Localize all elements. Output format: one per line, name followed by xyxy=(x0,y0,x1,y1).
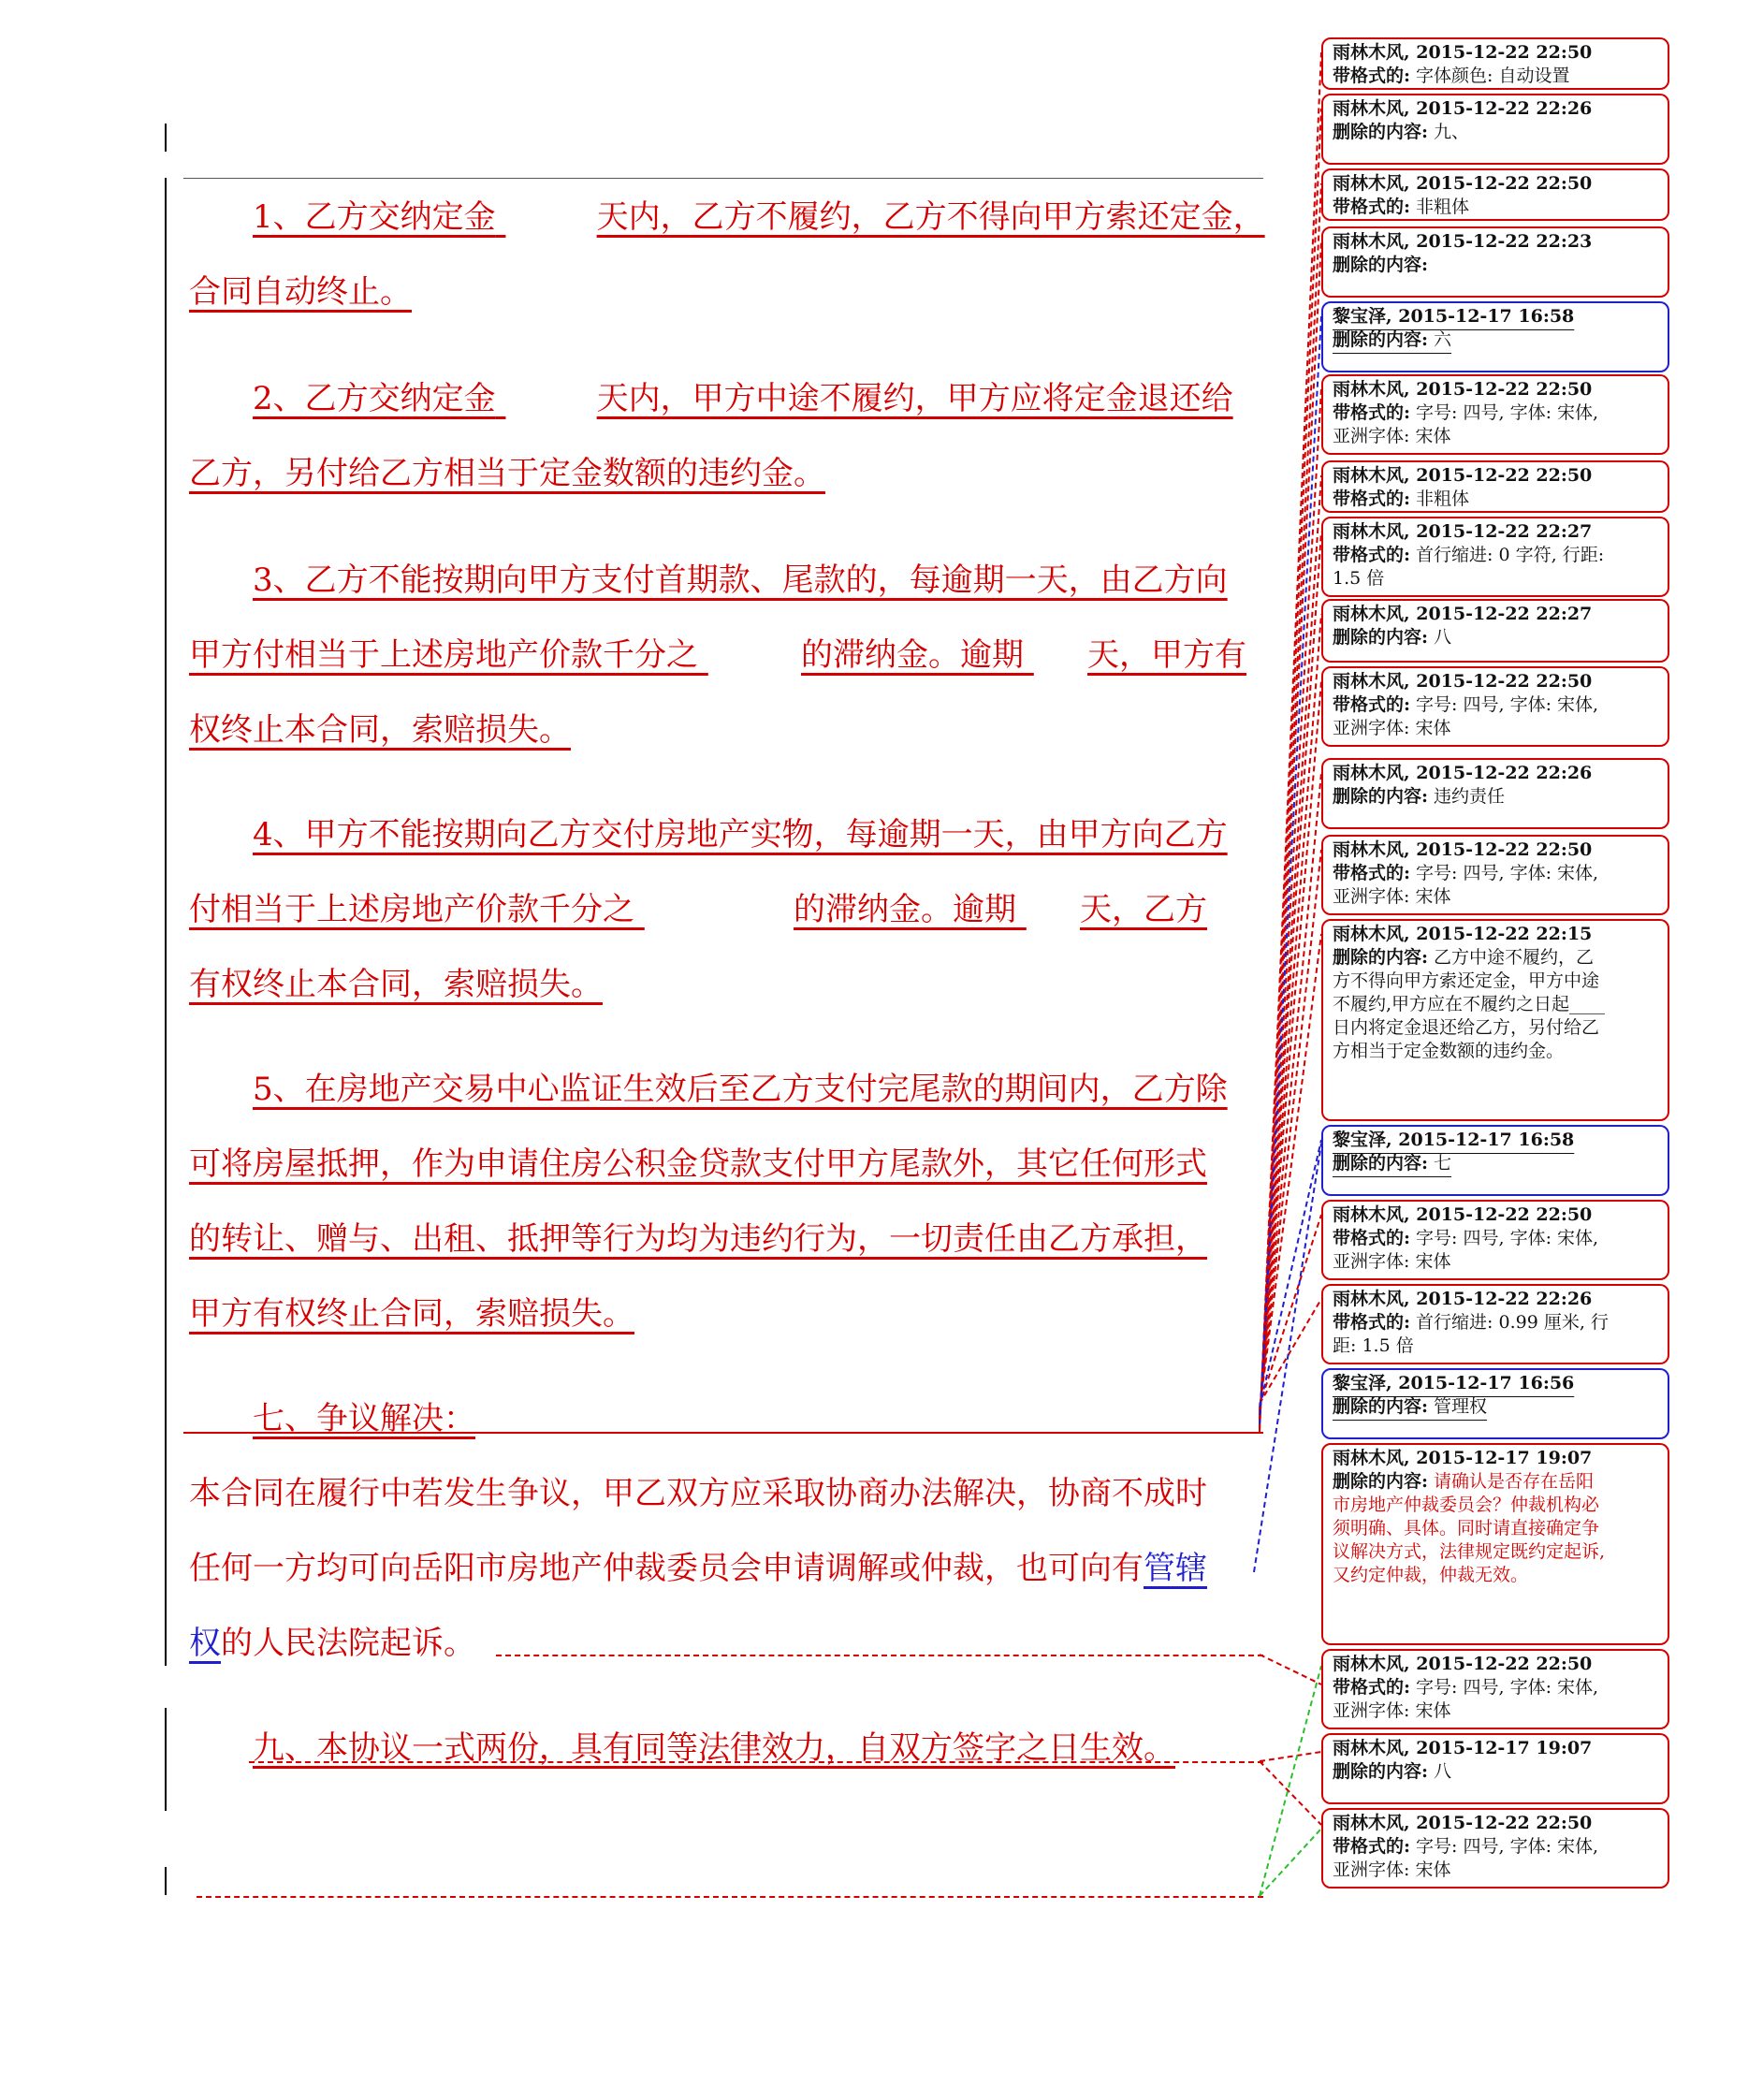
comment-label: 带格式的: xyxy=(1333,1228,1411,1248)
text-run: 本合同在履行中若发生争议，甲乙双方应采取协商办法解决，协商不成时 xyxy=(189,1475,1207,1512)
connector-line xyxy=(1260,241,1321,1426)
connector-line xyxy=(1260,52,1321,1432)
comment-text: 首行缩进: 0 字符, 行距: xyxy=(1410,545,1605,565)
text-run: 可将房屋抵押，作为申请住房公积金贷款支付甲方尾款外，其它任何形式 xyxy=(189,1145,1207,1183)
comment-balloon[interactable] xyxy=(1321,1284,1669,1364)
comment-author-time: 黎宝泽, 2015-12-17 16:56 xyxy=(1333,1373,1575,1393)
connector-line xyxy=(1260,1140,1321,1407)
comment-text: 九、 xyxy=(1428,122,1470,142)
change-line xyxy=(496,1655,1263,1656)
connector-line xyxy=(1260,934,1321,1409)
text-run: 5、在房地产交易中心监证生效后至乙方支付完尾款的期间内，乙方除 xyxy=(253,1071,1228,1108)
comment-text: 非粗体 xyxy=(1410,489,1470,509)
text-run: 天，甲方有 xyxy=(1087,636,1246,674)
comment-label: 删除的内容: xyxy=(1333,947,1429,968)
comment-balloon[interactable] xyxy=(1321,374,1669,455)
comment-author-time: 雨林木风, 2015-12-22 22:27 xyxy=(1333,521,1593,542)
comment-balloon[interactable] xyxy=(1321,835,1669,915)
comment-label: 带格式的: xyxy=(1333,1677,1411,1698)
comment-balloon[interactable] xyxy=(1321,460,1669,513)
text-run: 有权终止本合同，索赔损失。 xyxy=(189,966,603,1003)
comment-text: 亚洲字体: 宋体 xyxy=(1333,1251,1451,1272)
text-run: 天内，乙方不履约，乙方不得向甲方索还定金， xyxy=(596,198,1265,236)
comment-balloon[interactable] xyxy=(1321,1200,1669,1280)
comment-text: 七 xyxy=(1428,1153,1452,1174)
comment-text: 违约责任 xyxy=(1428,786,1506,807)
comment-text: 方相当于定金数额的违约金。 xyxy=(1333,1041,1565,1061)
comment-author-time: 雨林木风, 2015-12-22 22:50 xyxy=(1333,379,1593,400)
comment-author-time: 雨林木风, 2015-12-17 19:07 xyxy=(1333,1738,1593,1758)
comment-balloon[interactable] xyxy=(1321,1368,1669,1439)
comment-text: 字号: 四号, 字体: 宋体, xyxy=(1410,402,1599,423)
comment-text: 六 xyxy=(1428,329,1452,350)
comment-label: 删除的内容: xyxy=(1333,1471,1429,1492)
comment-text: 须明确、具体。同时请直接确定争 xyxy=(1333,1518,1600,1539)
comment-text: 乙方中途不履约，乙 xyxy=(1428,947,1595,968)
section-heading-dispute xyxy=(189,1381,1261,1456)
comment-label: 删除的内容: xyxy=(1333,627,1429,648)
text-run: 1、乙方交纳定金 xyxy=(253,198,496,236)
connector-line xyxy=(1254,1144,1321,1572)
comment-text: 日内将定金退还给乙方，另付给乙 xyxy=(1333,1017,1600,1038)
paragraph-nine xyxy=(189,1711,1261,1786)
comment-text: 字体颜色: 自动设置 xyxy=(1410,66,1570,86)
text-run: 天，乙方 xyxy=(1080,891,1207,928)
text-run: 九、本协议一式两份，具有同等法律效力，自双方签字之日生效。 xyxy=(253,1729,1175,1767)
comment-label: 删除的内容: xyxy=(1333,329,1429,350)
comment-text: 方不得向甲方索还定金，甲方中途 xyxy=(1333,970,1600,991)
comment-label: 带格式的: xyxy=(1333,1312,1411,1333)
comment-author-time: 雨林木风, 2015-12-22 22:50 xyxy=(1333,1654,1593,1674)
comment-balloon[interactable] xyxy=(1321,94,1669,165)
comment-balloon[interactable] xyxy=(1321,1733,1669,1804)
paragraph-3 xyxy=(189,543,1261,767)
change-line xyxy=(249,1761,1263,1763)
header-rule xyxy=(183,178,1263,179)
comment-text: 议解决方式，法律规定既约定起诉, xyxy=(1333,1541,1606,1562)
comment-author-time: 雨林木风, 2015-12-22 22:50 xyxy=(1333,173,1593,194)
comment-text: 又约定仲裁，仲裁无效。 xyxy=(1333,1565,1529,1585)
comment-author-time: 雨林木风, 2015-12-22 22:26 xyxy=(1333,1289,1593,1309)
text-run: 4、甲方不能按期向乙方交付房地产实物，每逾期一天，由甲方向乙方 xyxy=(253,816,1228,853)
connector-line xyxy=(1260,1752,1321,1761)
comment-author-time: 雨林木风, 2015-12-22 22:27 xyxy=(1333,604,1593,624)
comment-balloon[interactable] xyxy=(1321,517,1669,597)
comment-author-time: 雨林木风, 2015-12-17 19:07 xyxy=(1333,1448,1593,1468)
comment-author-time: 雨林木风, 2015-12-22 22:50 xyxy=(1333,1813,1593,1833)
comment-balloon[interactable] xyxy=(1321,226,1669,298)
comment-author-time: 雨林木风, 2015-12-22 22:50 xyxy=(1333,839,1593,860)
connector-line xyxy=(1260,1761,1321,1825)
text-run: 甲方付相当于上述房地产价款千分之 xyxy=(189,636,698,674)
comment-balloon[interactable] xyxy=(1321,1125,1669,1196)
connector-line xyxy=(1260,183,1321,1428)
connector-line xyxy=(1260,773,1321,1413)
comment-balloon[interactable] xyxy=(1321,599,1669,663)
connector-line xyxy=(1260,475,1321,1421)
text-run: 七、争议解决： xyxy=(253,1400,475,1437)
comment-author-time: 雨林木风, 2015-12-22 22:50 xyxy=(1333,465,1593,486)
paragraph-5 xyxy=(189,1052,1261,1351)
connector-line xyxy=(1260,389,1321,1422)
comment-text: 1.5 倍 xyxy=(1333,568,1385,589)
comment-author-time: 雨林木风, 2015-12-22 22:23 xyxy=(1333,231,1593,252)
comment-balloon[interactable] xyxy=(1321,1649,1669,1729)
comment-balloon[interactable] xyxy=(1321,301,1669,372)
comment-text: 不履约,甲方应在不履约之日起____ xyxy=(1333,994,1606,1014)
paragraph-4 xyxy=(189,797,1261,1022)
comment-text: 市房地产仲裁委员会？仲裁机构必 xyxy=(1333,1495,1600,1515)
text-run: 权终止本合同，索赔损失。 xyxy=(189,711,571,749)
comment-label: 删除的内容: xyxy=(1333,1761,1429,1782)
comment-author-time: 雨林木风, 2015-12-22 22:50 xyxy=(1333,1204,1593,1225)
comment-text: 首行缩进: 0.99 厘米, 行 xyxy=(1410,1312,1609,1333)
text-run: 甲方有权终止合同，索赔损失。 xyxy=(189,1295,634,1333)
change-bar xyxy=(165,178,167,1666)
comment-text: 八 xyxy=(1428,627,1452,648)
comment-label: 带格式的: xyxy=(1333,545,1411,565)
connector-line xyxy=(1260,1829,1321,1896)
connector-line xyxy=(1260,850,1321,1411)
change-bar xyxy=(165,1708,167,1811)
change-bar xyxy=(165,124,167,152)
connector-line xyxy=(1260,614,1321,1417)
comment-text: 距: 1.5 倍 xyxy=(1333,1335,1414,1356)
comment-text: 请确认是否存在岳阳 xyxy=(1428,1471,1595,1492)
comment-label: 带格式的: xyxy=(1333,66,1411,86)
comment-balloon[interactable] xyxy=(1321,1443,1669,1645)
comment-label: 删除的内容: xyxy=(1333,1153,1429,1174)
paragraph-2 xyxy=(189,361,1261,511)
comment-label: 删除的内容: xyxy=(1333,1396,1429,1417)
comment-label: 带格式的: xyxy=(1333,489,1411,509)
text-run: 乙方，另付给乙方相当于定金数额的违约金。 xyxy=(189,455,825,492)
comment-text: 字号: 四号, 字体: 宋体, xyxy=(1410,1677,1599,1698)
text-run: 任何一方均可向岳阳市房地产仲裁委员会申请调解或仲裁，也可向有 xyxy=(189,1550,1144,1587)
text-run: 的滞纳金。逾期 xyxy=(794,891,1016,928)
text-run: 3、乙方不能按期向甲方支付首期款、尾款的，每逾期一天，由乙方向 xyxy=(253,561,1228,599)
connector-line xyxy=(1260,681,1321,1415)
comment-balloon[interactable] xyxy=(1321,666,1669,747)
comment-text: 字号: 四号, 字体: 宋体, xyxy=(1410,1836,1599,1857)
comment-label: 删除的内容: xyxy=(1333,255,1429,275)
connector-line xyxy=(1260,1215,1321,1406)
comment-author-time: 雨林木风, 2015-12-22 22:50 xyxy=(1333,671,1593,692)
change-bar xyxy=(165,1867,167,1895)
comment-label: 带格式的: xyxy=(1333,197,1411,217)
comment-text: 亚洲字体: 宋体 xyxy=(1333,718,1451,738)
connector-line xyxy=(1260,532,1321,1419)
comment-author-time: 黎宝泽, 2015-12-17 16:58 xyxy=(1333,1130,1575,1150)
comment-text: 亚洲字体: 宋体 xyxy=(1333,1859,1451,1880)
comment-author-time: 雨林木风, 2015-12-22 22:26 xyxy=(1333,763,1593,783)
comment-text: 八 xyxy=(1428,1761,1452,1782)
connector-line xyxy=(1260,316,1321,1424)
comment-text: 亚洲字体: 宋体 xyxy=(1333,886,1451,907)
comment-text: 字号: 四号, 字体: 宋体, xyxy=(1410,694,1599,715)
comment-balloon[interactable] xyxy=(1321,919,1669,1121)
text-run: 的转让、赠与、出租、抵押等行为均为违约行为，一切责任由乙方承担， xyxy=(189,1220,1207,1258)
comment-author-time: 雨林木风, 2015-12-22 22:15 xyxy=(1333,924,1593,944)
inserted-text: 权 xyxy=(189,1625,221,1662)
comment-text: 管理权 xyxy=(1428,1396,1488,1417)
comment-text: 亚洲字体: 宋体 xyxy=(1333,426,1451,446)
text-run: 2、乙方交纳定金 xyxy=(253,380,496,417)
comment-balloon[interactable] xyxy=(1321,758,1669,829)
inserted-text: 管辖 xyxy=(1144,1550,1207,1587)
text-run: 合同自动终止。 xyxy=(189,273,412,311)
comment-balloon[interactable] xyxy=(1321,1808,1669,1889)
change-line xyxy=(197,1896,1263,1898)
comment-label: 带格式的: xyxy=(1333,1836,1411,1857)
paragraph-dispute xyxy=(189,1456,1261,1681)
connector-line xyxy=(1260,1666,1321,1896)
comment-label: 删除的内容: xyxy=(1333,786,1429,807)
comment-label: 带格式的: xyxy=(1333,402,1411,423)
comment-label: 带格式的: xyxy=(1333,863,1411,883)
change-line xyxy=(183,1432,1263,1434)
text-run: 付相当于上述房地产价款千分之 xyxy=(189,891,634,928)
comment-text: 非粗体 xyxy=(1410,197,1470,217)
connector-line xyxy=(1260,1655,1321,1684)
connector-line xyxy=(1260,109,1321,1430)
connector-line xyxy=(1260,1299,1321,1404)
comment-balloon[interactable] xyxy=(1321,168,1669,221)
comment-author-time: 雨林木风, 2015-12-22 22:26 xyxy=(1333,98,1593,119)
text-run: 的人民法院起诉。 xyxy=(221,1625,475,1662)
text-run: 的滞纳金。逾期 xyxy=(801,636,1024,674)
comment-label: 删除的内容: xyxy=(1333,122,1429,142)
comment-author-time: 雨林木风, 2015-12-22 22:50 xyxy=(1333,42,1593,63)
paragraph-1 xyxy=(189,180,1265,329)
comment-text: 字号: 四号, 字体: 宋体, xyxy=(1410,1228,1599,1248)
text-run: 天内，甲方中途不履约，甲方应将定金退还给 xyxy=(596,380,1233,417)
comment-text: 亚洲字体: 宋体 xyxy=(1333,1700,1451,1721)
comment-balloon[interactable] xyxy=(1321,37,1669,90)
comment-label: 带格式的: xyxy=(1333,694,1411,715)
comment-author-time: 黎宝泽, 2015-12-17 16:58 xyxy=(1333,306,1575,327)
comment-text: 字号: 四号, 字体: 宋体, xyxy=(1410,863,1599,883)
